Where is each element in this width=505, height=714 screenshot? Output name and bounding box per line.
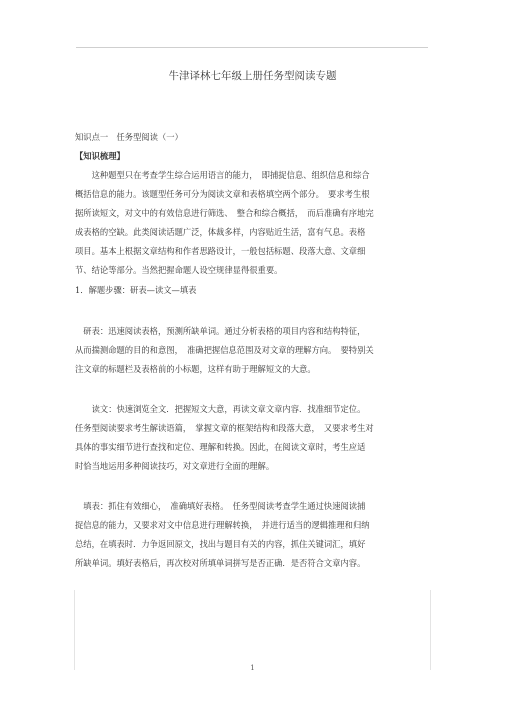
section-heading: 知识点一 任务型阅读（一） — [75, 132, 183, 142]
intro-line: 这种题型只在考查学生综合运用语言的能力， 即捕捉信息、组织信息和综合 — [75, 170, 370, 180]
step3-line: 填表：抓住有效细心， 准确填好表格。 任务型阅读考查学生通过快速阅读捕 — [75, 501, 366, 511]
left-margin-line — [74, 590, 75, 670]
step2-line: 时恰当地运用多种阅读技巧，对文章进行全面的理解。 — [75, 461, 275, 471]
intro-line: 节、结论等部分。当然把握命题人设空规律显得很重要。 — [75, 265, 283, 275]
step2-line: 具体的事实细节进行查找和定位、理解和转换。因此，在阅读文章时，考生应适 — [75, 442, 366, 452]
step1-line: 研表：迅速阅读表格，预测所缺单词。通过分析表格的项目内容和结构特征， — [75, 326, 366, 336]
intro-line: 项目。基本上根据文章结构和作者思路设计，一般包括标题、段落大意、文章细 — [75, 246, 366, 256]
knowledge-heading: 【知识梳理】 — [75, 151, 125, 161]
step1-line: 注文章的标题栏及表格前的小标题，这样有助于理解短文的大意。 — [75, 364, 316, 374]
step3-line: 所缺单词。填好表格后，再次校对所填单词拼写是否正确．是否符合文章内容。 — [75, 558, 366, 568]
steps-heading: 1．解题步骤：研表—读文—填表 — [75, 285, 197, 295]
step1-line: 从而揣测命题的目的和意图， 准确把握信息范围及对文章的理解方向。 要特别关 — [75, 345, 374, 355]
step3-line: 捉信息的能力，又要求对文中信息进行理解转换， 并进行适当的逻辑推理和归纳 — [75, 520, 370, 530]
page-number: 1 — [250, 664, 255, 672]
step2-line: 任务型阅读要求考生解读语篇， 掌握文章的框架结构和段落大意， 又要求考生对 — [75, 423, 374, 433]
right-margin-line — [430, 590, 431, 670]
top-rule — [76, 47, 428, 48]
intro-line: 据所读短文，对文中的有效信息进行筛选、 整合和综合概括， 而后准确有序地完 — [75, 208, 374, 218]
step3-line: 总结，在填表时．力争返回原文，找出与题目有关的内容，抓住关键词汇，填好 — [75, 539, 366, 549]
document-title: 牛津译林七年级上册任务型阅读专题 — [168, 70, 337, 82]
intro-line: 概括信息的能力。该题型任务可分为阅读文章和表格填空两个部分。 要求考生根 — [75, 189, 370, 199]
intro-line: 成表格的空缺。此类阅读话题广泛，体裁多样，内容贴近生活，富有气息。表格 — [75, 227, 366, 237]
step2-line: 读文：快速浏览全文．把握短文大意，再读文章文章内容．找准细节定位。 — [75, 404, 366, 414]
